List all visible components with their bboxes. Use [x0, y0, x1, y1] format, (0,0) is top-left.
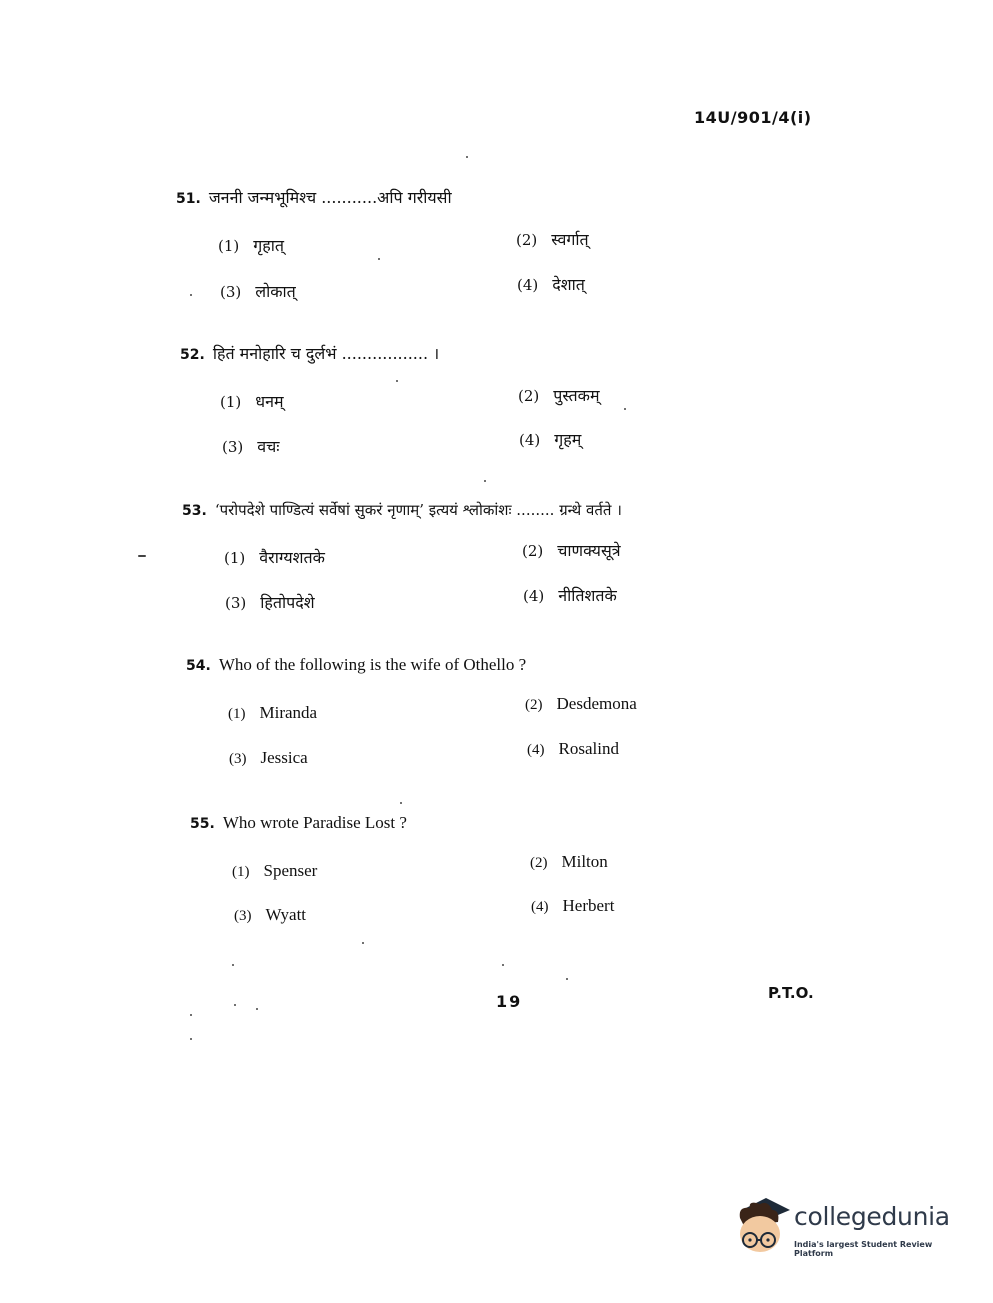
- option-52-4: (4) गृहम्: [519, 430, 582, 449]
- option-52-3: (3) वचः: [222, 437, 280, 456]
- question-52: [180, 344, 439, 365]
- scan-speck: [190, 1014, 192, 1016]
- question-number: 54.: [186, 658, 211, 674]
- scan-speck: [566, 978, 568, 980]
- page-number: 19: [496, 992, 523, 1011]
- question-text: Who of the following is the wife of Othello ?: [218, 655, 527, 674]
- scan-speck: [190, 294, 192, 296]
- scan-speck: [624, 408, 626, 410]
- question-text: ‘परोपदेशे पाण्डित्यं सर्वेषां सुकरं नृणाम्’ इत्ययं श्लोकांशः ........ ग्रन्थे वर्तते ।: [214, 501, 622, 519]
- option-55-2: (2) Milton: [530, 852, 608, 871]
- scan-speck: [502, 964, 504, 966]
- scan-speck: [466, 156, 468, 158]
- brand-name: collegedunia: [794, 1202, 950, 1231]
- option-51-1: (1) गृहात्: [218, 236, 285, 255]
- option-53-3: (3) हितोपदेशे: [225, 593, 315, 612]
- question-number: 51.: [176, 191, 201, 207]
- option-53-1: (1) वैराग्यशतके: [224, 548, 325, 567]
- option-51-2: (2) स्वर्गात्: [516, 230, 589, 249]
- question-54: [186, 655, 526, 676]
- question-number: 52.: [180, 347, 205, 363]
- question-51: [176, 188, 452, 209]
- scan-speck: [396, 380, 398, 382]
- question-number: 53.: [182, 503, 207, 519]
- scan-speck: [138, 555, 146, 557]
- option-51-4: (4) देशात्: [517, 275, 585, 294]
- question-text: जननी जन्मभूमिश्च ...........अपि गरीयसी: [208, 188, 452, 207]
- option-52-2: (2) पुस्तकम्: [518, 386, 600, 405]
- scan-speck: [190, 1038, 192, 1040]
- mascot-logo-icon: [734, 1196, 792, 1258]
- scan-speck: [400, 802, 402, 804]
- option-55-4: (4) Herbert: [531, 896, 615, 915]
- question-number: 55.: [190, 816, 215, 832]
- option-54-4: (4) Rosalind: [527, 739, 619, 758]
- question-text: Who wrote Paradise Lost ?: [222, 813, 407, 832]
- paper-code: 14U/901/4(i): [694, 108, 812, 127]
- scan-speck: [484, 480, 486, 482]
- scan-speck: [362, 942, 364, 944]
- pto-label: P.T.O.: [768, 984, 814, 1002]
- scan-speck: [234, 1004, 236, 1006]
- option-51-3: (3) लोकात्: [220, 282, 296, 301]
- collegedunia-watermark: [734, 1196, 964, 1258]
- question-53: [182, 500, 622, 521]
- scan-speck: [256, 1008, 258, 1010]
- option-55-1: (1) Spenser: [232, 861, 318, 880]
- scan-speck: [378, 258, 380, 260]
- scan-speck: [232, 964, 234, 966]
- option-54-2: (2) Desdemona: [525, 694, 637, 713]
- brand-tagline: India's largest Student Review Platform: [794, 1240, 933, 1258]
- question-text: हितं मनोहारि च दुर्लभं ................. ।: [212, 344, 440, 363]
- option-52-1: (1) धनम्: [220, 392, 284, 411]
- question-55: [190, 813, 407, 834]
- option-53-2: (2) चाणक्यसूत्रे: [522, 541, 621, 560]
- option-55-3: (3) Wyatt: [234, 905, 307, 924]
- option-54-3: (3) Jessica: [229, 748, 308, 767]
- option-53-4: (4) नीतिशतके: [523, 586, 617, 605]
- option-54-1: (1) Miranda: [228, 703, 318, 722]
